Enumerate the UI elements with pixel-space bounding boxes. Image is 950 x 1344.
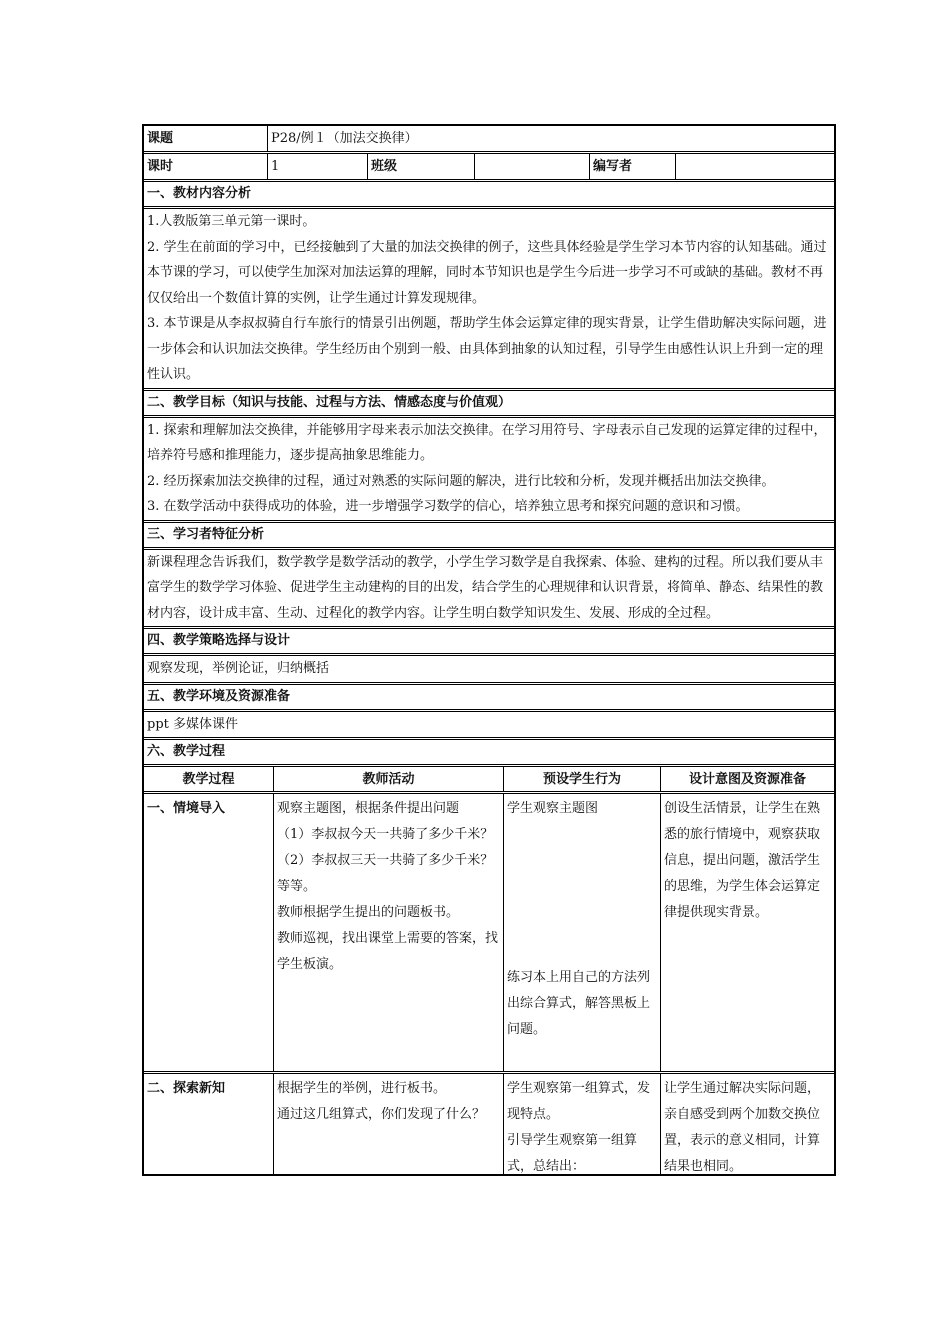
teacher-line: （2）李叔叔三天一共骑了多少千米？	[277, 853, 494, 868]
section2-title: 二、教学目标（知识与技能、过程与方法、情感态度与价值观）	[147, 394, 512, 410]
period-value: 1	[268, 154, 368, 179]
intent-line: 让学生通过解决实际问题，亲自感受到两个加数交换位置，表示的意义相同，计算结果也相同。	[664, 1081, 821, 1174]
student-line: 学生观察主题图	[507, 801, 599, 816]
section5-title: 五、教学环境及资源准备	[147, 688, 291, 704]
process-row	[144, 794, 834, 1074]
stage-cell: 二、探索新知	[144, 1074, 274, 1174]
topic-row	[144, 126, 834, 154]
teacher-line: 等等。	[277, 879, 317, 894]
section5-body	[144, 712, 834, 741]
paragraph: ppt 多媒体课件	[147, 716, 239, 732]
author-label: 编写者	[590, 154, 676, 179]
topic-label: 课题	[144, 126, 268, 151]
section6-header	[144, 740, 834, 767]
section1-body	[144, 209, 834, 391]
intent-cell	[661, 794, 834, 1071]
teacher-line: 观察主题图，根据条件提出问题	[277, 801, 460, 816]
student-cell	[504, 1074, 661, 1174]
section2-content	[144, 418, 834, 520]
section5-content	[144, 712, 834, 738]
intent-line: 创设生活情景，让学生在熟悉的旅行情境中，观察获取信息，提出问题，激活学生的思维，为学生体会运算定律提供现实背景。	[664, 801, 821, 920]
student-cell	[504, 794, 661, 1071]
section2-header	[144, 391, 834, 418]
paragraph: 新课程理念告诉我们，数学教学是数学活动的教学，小学生学习数学是自我探索、体验、建构的过程。所以我们要从丰富学生的数学学习体验、促进学生主动建构的目的出发，结合学生的心理规律和认识背景，将简单、静态、结果性的教材内容，设计成丰富、生动、过程化的教学内容。让学生明白数学知识发生、发展、形成的全过程。	[147, 554, 824, 621]
student-spacer	[507, 822, 657, 965]
column-header: 设计意图及资源准备	[688, 772, 806, 787]
lesson-plan-table	[142, 124, 836, 1176]
paragraph: 1. 探索和理解加法交换律，并能够用字母来表示加法交换律。在学习用符号、字母表示自己发现的运算定律的过程中，培养符号感和推理能力，逐步提高抽象思维能力。	[147, 422, 827, 463]
author-value	[676, 154, 834, 179]
paragraph: 1.人教版第三单元第一课时。	[147, 214, 316, 229]
stage-cell: 一、情境导入	[144, 794, 274, 1071]
paragraph: 3. 在数学活动中获得成功的体验，进一步增强学习数学的信心，培养独立思考和探究问题的意识和习惯。	[147, 499, 749, 514]
section4-title: 四、教学策略选择与设计	[147, 633, 291, 648]
paragraph: 观察发现，举例论证，归纳概括	[147, 661, 330, 676]
section3-title: 三、学习者特征分析	[147, 526, 265, 542]
section6-title: 六、教学过程	[147, 744, 226, 759]
paragraph: 2. 学生在前面的学习中，已经接触到了大量的加法交换律的例子，这些具体经验是学生学习本节内容的认知基础。通过本节课的学习，可以使学生加深对加法运算的理解，同时本节知识也是学生今后进一步学习不可或缺的基础。教材不再仅仅给出一个数值计算的实例，让学生通过计算发现规律。	[147, 239, 827, 306]
section4-body	[144, 656, 834, 685]
teacher-cell	[274, 1074, 504, 1174]
topic-value: P28/例１（加法交换律）	[271, 131, 418, 146]
process-row	[144, 1074, 834, 1174]
column-header: 教师活动	[274, 767, 504, 791]
section4-content	[144, 656, 834, 682]
section1-header	[144, 182, 834, 209]
process-header-row	[144, 767, 834, 794]
column-header: 预设学生行为	[504, 767, 661, 791]
teacher-line: 根据学生的举例，进行板书。	[277, 1081, 447, 1096]
teacher-cell	[274, 794, 504, 1071]
column-header: 教学过程	[144, 767, 274, 791]
section3-content	[144, 550, 834, 627]
section5-header	[144, 685, 834, 712]
teacher-line: （1）李叔叔今天一共骑了多少千米？	[277, 827, 494, 842]
section3-header	[144, 523, 834, 550]
teacher-line: 通过这几组算式，你们发现了什么？	[277, 1107, 486, 1122]
period-row	[144, 154, 834, 182]
section2-body	[144, 418, 834, 523]
section4-header	[144, 629, 834, 656]
period-label: 课时	[144, 154, 268, 179]
section1-content	[144, 209, 834, 388]
student-line: 引导学生观察第一组算式，总结出：	[507, 1133, 638, 1174]
student-line: 学生观察第一组算式，发现特点。	[507, 1081, 651, 1122]
student-line: 练习本上用自己的方法列出综合算式，解答黑板上问题。	[507, 970, 651, 1037]
teacher-line: 教师根据学生提出的问题板书。	[277, 905, 460, 920]
class-value	[475, 154, 590, 179]
paragraph: 3. 本节课是从李叔叔骑自行车旅行的情景引出例题，帮助学生体会运算定律的现实背景，让学生借助解决实际问题，进一步体会和认识加法交换律。学生经历由个别到一般、由具体到抽象的认知过程，引导学生由感性认识上升到一定的理性认识。	[147, 316, 827, 382]
section1-title: 一、教材内容分析	[147, 186, 252, 201]
teacher-line: 教师巡视，找出课堂上需要的答案，找学生板演。	[277, 931, 499, 972]
section3-body	[144, 550, 834, 630]
intent-cell	[661, 1074, 834, 1174]
class-label: 班级	[368, 154, 475, 179]
paragraph: 2. 经历探索加法交换律的过程，通过对熟悉的实际问题的解决，进行比较和分析，发现并概括出加法交换律。	[147, 473, 775, 489]
